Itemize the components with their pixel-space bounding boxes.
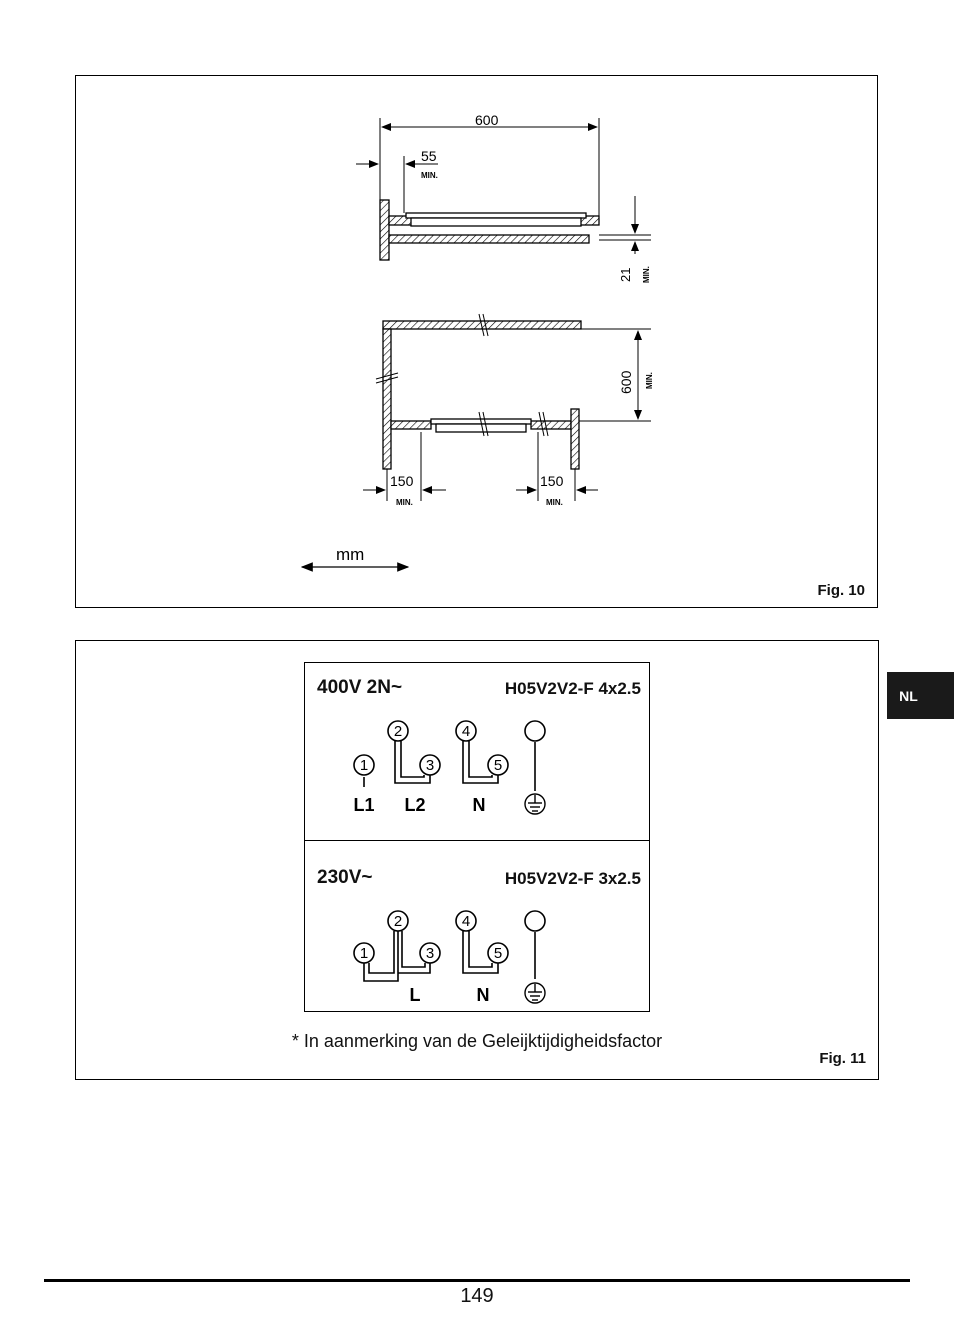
wiring-230v-terminal-1: 1 xyxy=(359,945,369,962)
wiring-schematic xyxy=(305,663,651,1013)
wiring-400v-terminal-2: 2 xyxy=(393,723,403,740)
dim-gap-55-min: MIN. xyxy=(421,171,438,180)
fig11-label: Fig. 11 xyxy=(819,1050,866,1067)
wiring-400v-terminal-4: 4 xyxy=(461,723,471,740)
dim-depth-21-min: MIN. xyxy=(642,266,651,283)
wiring-230v-voltage: 230V~ xyxy=(317,867,373,888)
wiring-230v-terminals xyxy=(354,911,545,981)
wiring-400v-cable: H05V2V2-F 4x2.5 xyxy=(504,679,641,698)
fig10-frame xyxy=(75,75,878,608)
page-number: 149 xyxy=(460,1285,494,1307)
dim-side-right-150: 150 xyxy=(540,473,564,489)
simultaneity-factor-note: * In aanmerking van de Geleijktijdigheidsfactor xyxy=(291,1031,663,1051)
wiring-400v-terminal-5: 5 xyxy=(493,757,503,774)
dim-height-600: 600 xyxy=(618,370,634,394)
wiring-230v-terminal-3: 3 xyxy=(425,945,435,962)
footer-rule xyxy=(44,1279,910,1282)
wiring-230v-label-l: L xyxy=(409,985,421,1005)
installation-dimensions-drawing xyxy=(76,76,879,609)
dim-side-left-150: 150 xyxy=(390,473,414,489)
earth-icon xyxy=(525,794,545,814)
wiring-230v-terminal-5: 5 xyxy=(493,945,503,962)
dim-side-right-min: MIN. xyxy=(546,498,563,507)
dim-depth-21: 21 xyxy=(618,267,633,282)
wiring-400v-voltage: 400V 2N~ xyxy=(317,677,403,698)
earth-icon xyxy=(525,983,545,1003)
language-tab: NL xyxy=(887,672,954,719)
dim-gap-55: 55 xyxy=(421,148,437,164)
top-cross-section xyxy=(380,200,599,260)
dim-height-600-min: MIN. xyxy=(645,372,654,389)
wiring-400v-terminals xyxy=(354,721,545,791)
wiring-400v-label-l2: L2 xyxy=(404,795,426,815)
wiring-230v-cable: H05V2V2-F 3x2.5 xyxy=(504,869,641,888)
wiring-230v-terminal-2: 2 xyxy=(393,913,403,930)
wiring-400v-terminal-3: 3 xyxy=(425,757,435,774)
wiring-400v-label-n: N xyxy=(472,795,486,815)
wiring-diagram-box xyxy=(304,662,650,1012)
dim-width-600: 600 xyxy=(475,112,499,128)
fig11-frame xyxy=(75,640,879,1080)
dim-side-left-min: MIN. xyxy=(396,498,413,507)
unit-mm: mm xyxy=(336,545,365,564)
wiring-400v-label-l1: L1 xyxy=(353,795,375,815)
fig10-label: Fig. 10 xyxy=(817,582,865,599)
wiring-230v-label-n: N xyxy=(476,985,490,1005)
wiring-230v-terminal-4: 4 xyxy=(461,913,471,930)
bottom-cross-section xyxy=(376,314,581,469)
wiring-400v-terminal-1: 1 xyxy=(359,757,369,774)
